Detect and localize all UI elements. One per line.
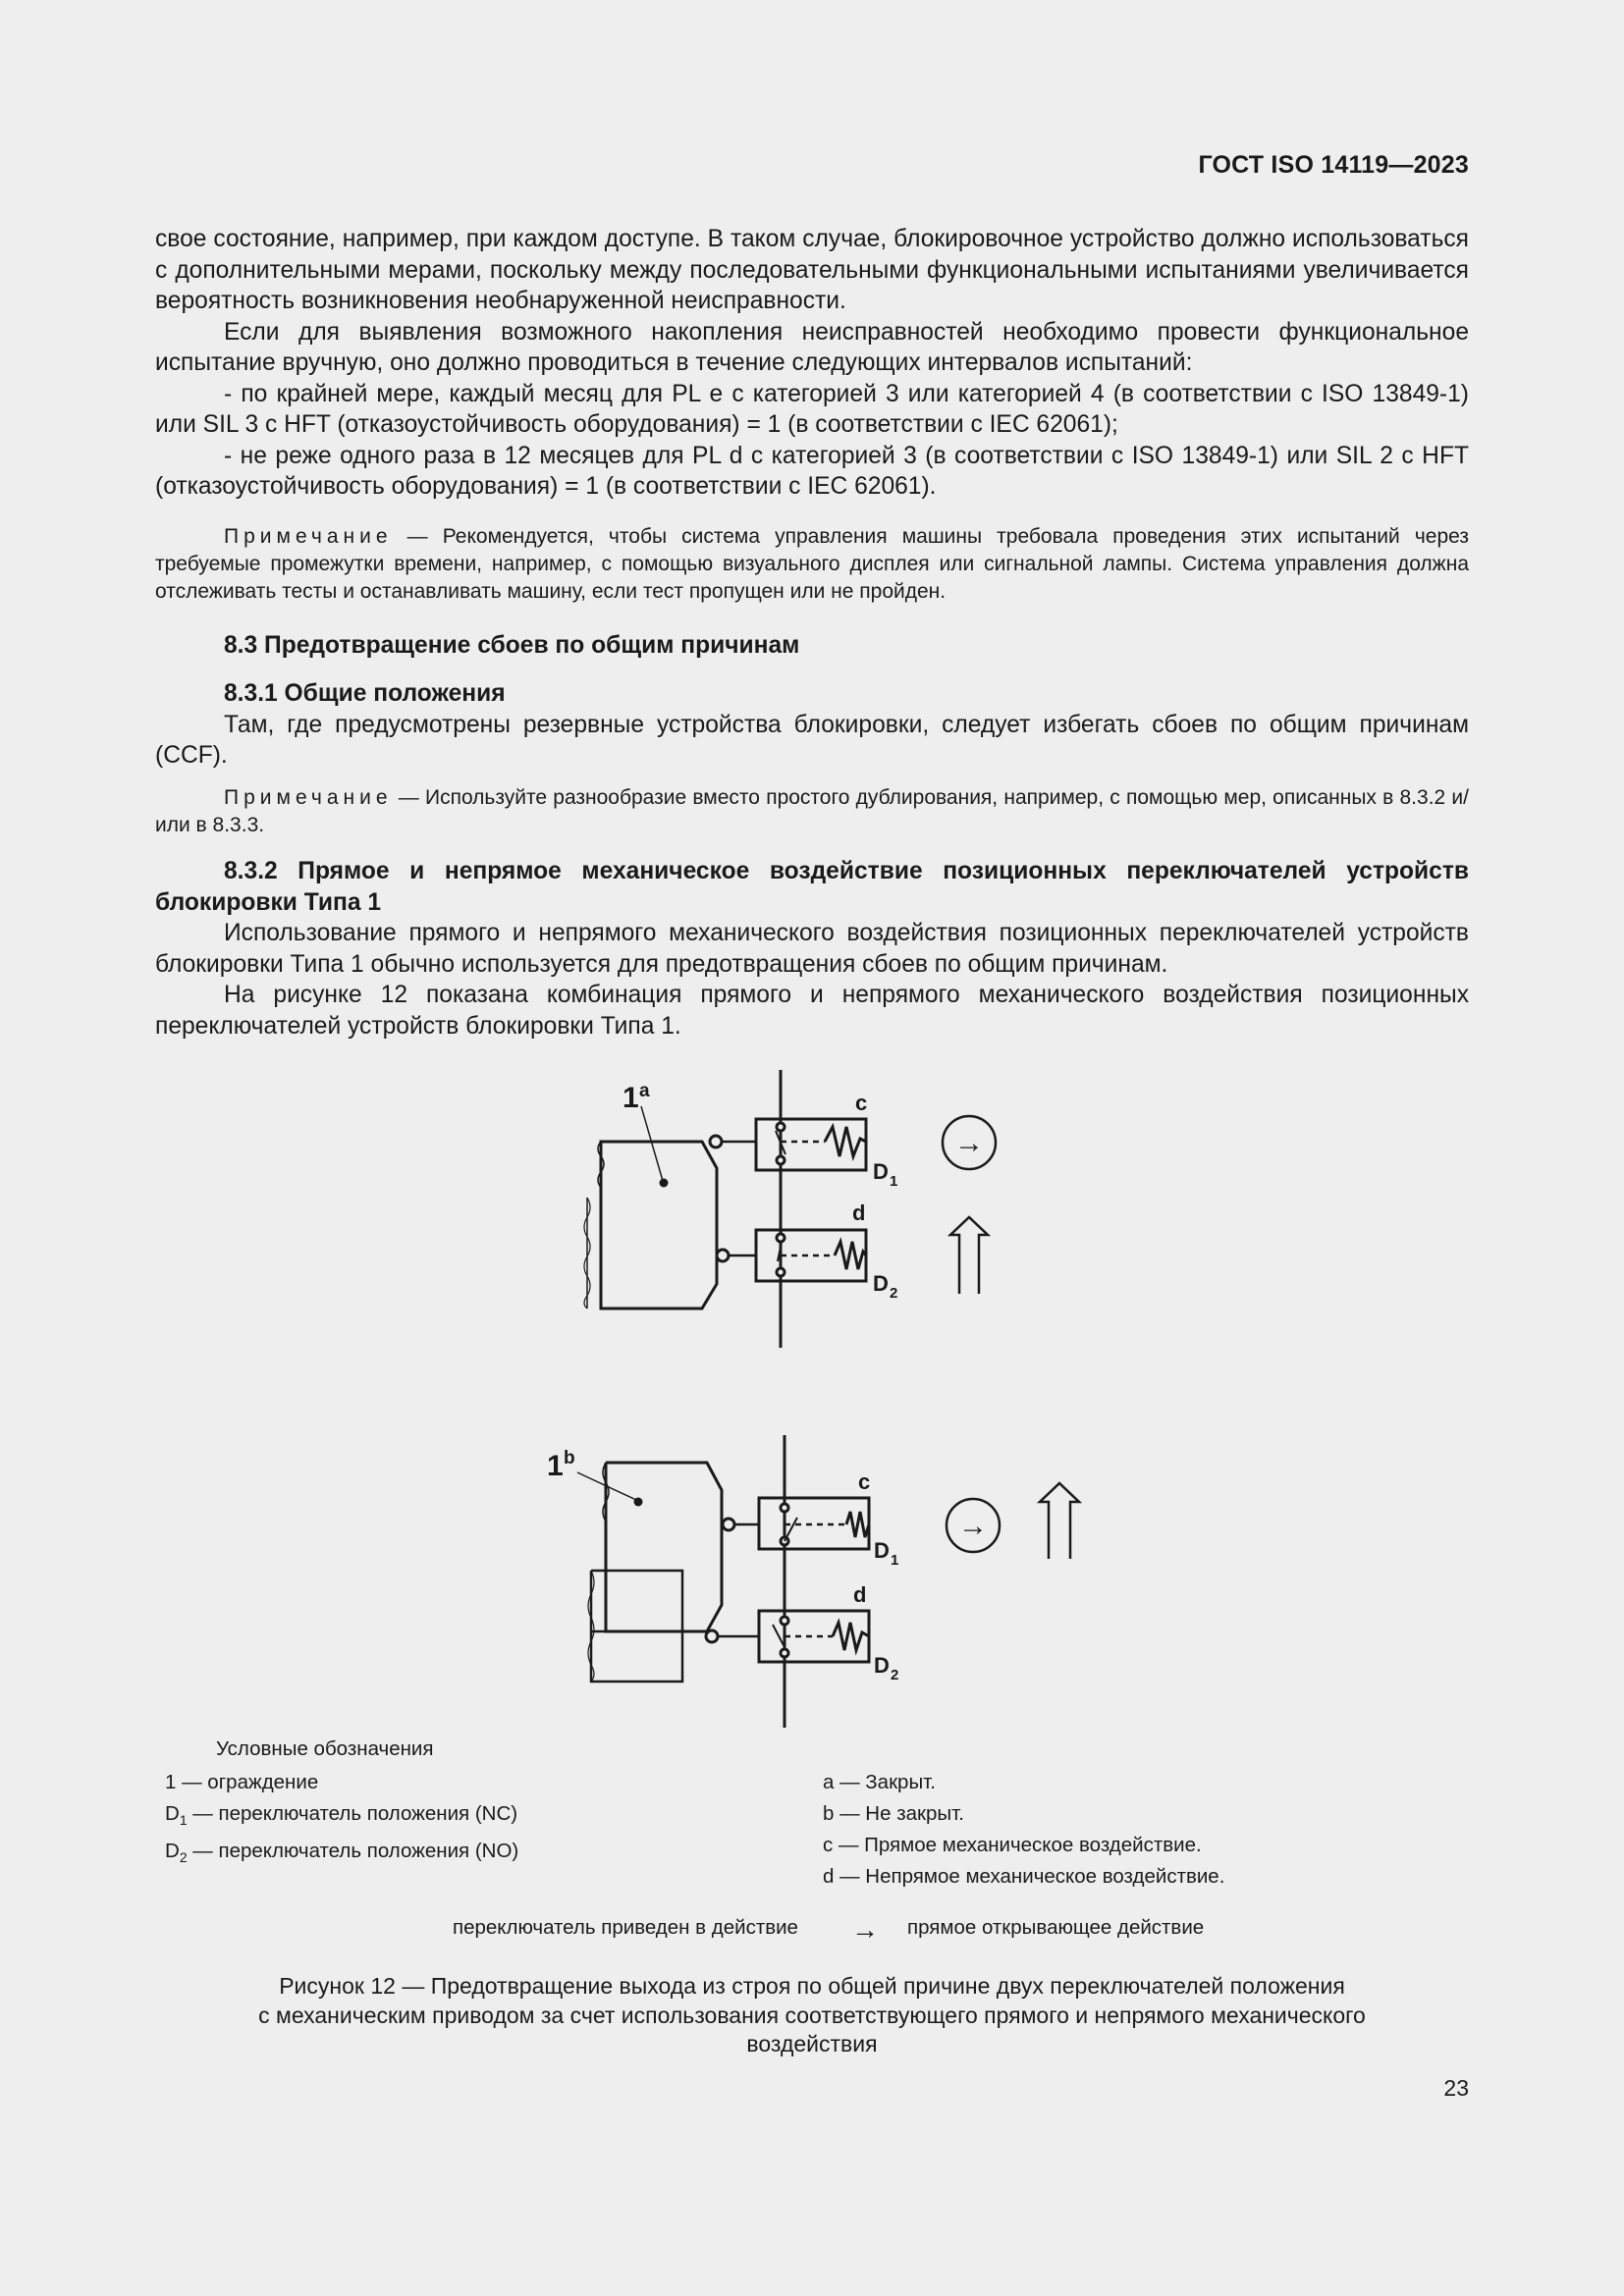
- caption-line: воздействия: [746, 2031, 878, 2056]
- label-D1: D: [874, 1538, 890, 1563]
- label-d: d: [853, 1582, 867, 1607]
- actuated-arrow: [1040, 1483, 1079, 1559]
- subsection-heading: 8.3.1 Общие положения: [224, 680, 506, 707]
- legend-item: $D_2$ — переключатель положения (NO): [165, 1840, 519, 1866]
- note-text: — Рекомендуется, чтобы система управления машины требовала проведения этих испытаний через требуемые промежутки времени, например, с помощью визуального дисплея или сигнальной лампы. Система управления должна отслеживать тесты и останавливать машину, если тест пропущен или не пройден.: [155, 525, 1469, 603]
- label-sup-b: b: [564, 1448, 575, 1468]
- legend-right: [823, 1767, 1224, 1893]
- diagram-closed-state: [584, 1070, 996, 1348]
- section-heading: 8.3 Предотвращение сбоев по общим причинам: [224, 632, 800, 659]
- legend-item: b — Не закрыт.: [823, 1802, 964, 1825]
- caption-line: с механическим приводом за счет использования соответствующего прямого и непрямого механического: [258, 2002, 1366, 2028]
- legend-title: Условные обозначения: [216, 1737, 434, 1760]
- arrow-glyph: →: [954, 1127, 984, 1159]
- legend-item: a — Закрыт.: [823, 1771, 936, 1793]
- paragraph: Там, где предусмотрены резервные устройства блокировки, следует избегать сбоев по общим причинам (CCF).: [155, 711, 1469, 769]
- paragraph: На рисунке 12 показана комбинация прямого и непрямого механического воздействия позиционных переключателей устройств блокировки Типа 1.: [155, 982, 1469, 1040]
- legend-arrow-glyph-holder: [844, 1909, 886, 1949]
- note-label: Примечание: [224, 786, 393, 809]
- arrow-glyph: →: [851, 1914, 879, 1945]
- figure-caption: [155, 1972, 1469, 2059]
- label-D2-sub: 2: [891, 1667, 899, 1683]
- label-1a: 1: [623, 1082, 639, 1114]
- legend-item: $D_1$ — переключатель положения (NC): [165, 1802, 518, 1829]
- label-c: c: [855, 1091, 868, 1115]
- list-item: - не реже одного раза в 12 месяцев для PL d с категорией 3 (в соответствии с ISO 13849-1) или SIL 2 с HFT (отказоустойчивость оборудования) = 1 (в соответствии с IEC 62061).: [155, 442, 1469, 500]
- actuated-arrow: [950, 1217, 988, 1294]
- label-D2: D: [873, 1271, 889, 1296]
- label-c: c: [858, 1469, 871, 1494]
- legend-left: [165, 1767, 518, 1873]
- paragraph: свое состояние, например, при каждом доступе. В таком случае, блокировочное устройство должно использоваться с дополнительными мерами, поскольку между последовательными функциональными испытаниями увеличивается вероятность возникновения необнаруженной неисправности.: [155, 226, 1469, 314]
- note-label: Примечание: [224, 525, 393, 548]
- label-D2-sub: 2: [890, 1285, 898, 1302]
- arrow-glyph: →: [958, 1510, 988, 1542]
- legend-item: 1 — ограждение: [165, 1771, 319, 1793]
- paragraph: Использование прямого и непрямого механического воздействия позиционных переключателей устройств блокировки Типа 1 обычно используется для предотвращения сбоев по общим причинам.: [155, 920, 1469, 978]
- legend-direct-opening-text: прямое открывающее действие: [907, 1916, 1205, 1939]
- legend-item: d — Непрямое механическое воздействие.: [823, 1865, 1225, 1888]
- caption-line: Рисунок 12 — Предотвращение выхода из строя по общей причине двух переключателей положения: [279, 1973, 1345, 1999]
- page-number: 23: [1443, 2075, 1469, 2101]
- label-d: d: [852, 1201, 866, 1225]
- legend-item: c — Прямое механическое воздействие.: [823, 1834, 1202, 1856]
- label-sup-a: a: [639, 1081, 650, 1101]
- label-D1-sub: 1: [891, 1552, 899, 1569]
- guard-1b: [606, 1463, 722, 1631]
- label-1b: 1: [547, 1450, 564, 1482]
- subsection-heading: 8.3.2 Прямое и непрямое механическое воздействие позиционных переключателей устройств блокировки Типа 1: [155, 858, 1469, 916]
- paragraph: Если для выявления возможного накопления неисправностей необходимо провести функциональное испытание вручную, оно должно проводиться в течение следующих интервалов испытаний:: [155, 318, 1469, 376]
- label-D1-sub: 1: [890, 1173, 898, 1190]
- document-header: ГОСТ ISO 14119—2023: [1198, 151, 1469, 179]
- note-text: — Используйте разнообразие вместо простого дублирования, например, с помощью мер, описанных в 8.3.2 и/или в 8.3.3.: [155, 786, 1469, 836]
- diagram-open-state: [577, 1435, 1079, 1728]
- label-D1: D: [873, 1159, 889, 1184]
- label-D2: D: [874, 1653, 890, 1678]
- legend-actuated-text: переключатель приведен в действие: [453, 1916, 798, 1939]
- list-item: - по крайней мере, каждый месяц для PL e с категорией 3 или категорией 4 (в соответствии с ISO 13849-1) или SIL 3 с HFT (отказоустойчивость оборудования) = 1 (в соответствии с IEC 62061);: [155, 380, 1469, 438]
